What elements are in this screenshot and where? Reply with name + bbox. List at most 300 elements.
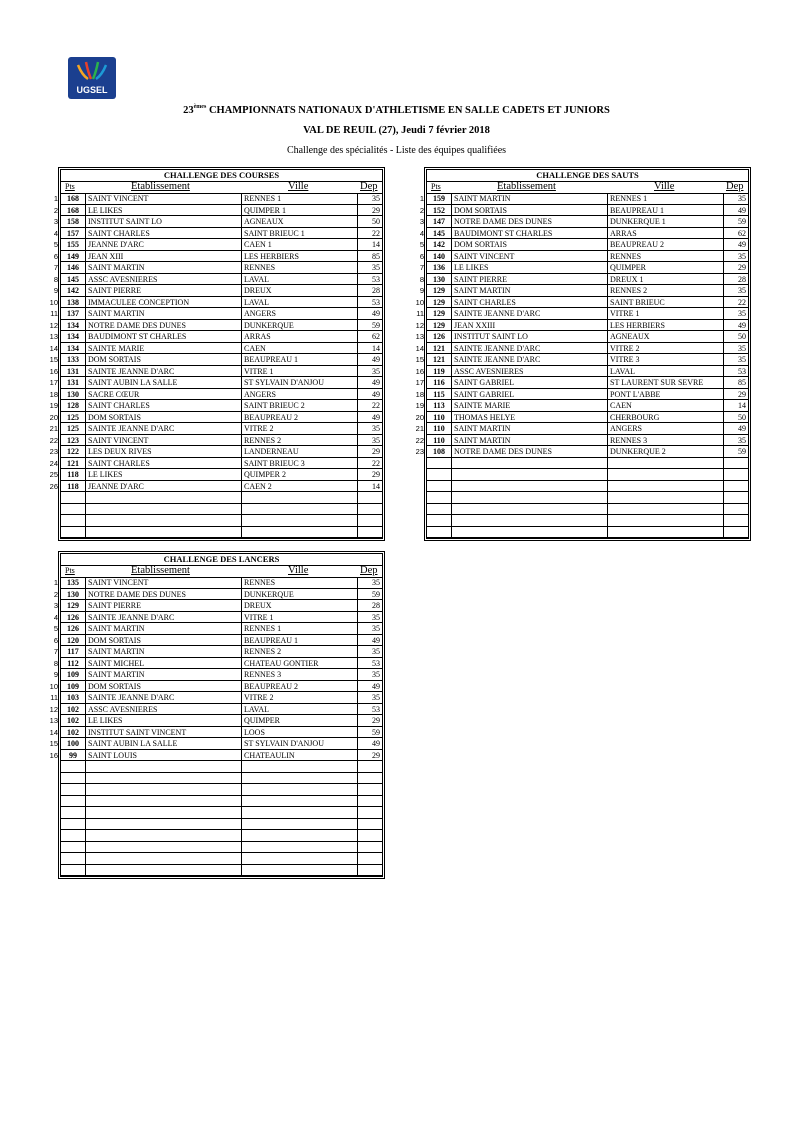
cell-etablissement: NOTRE DAME DES DUNES xyxy=(452,446,608,458)
rank-number: 2 xyxy=(53,589,58,599)
cell-etablissement: SAINT GABRIEL xyxy=(452,377,608,389)
cell-pts: 134 xyxy=(61,320,86,332)
table-row xyxy=(61,600,382,612)
cell-etablissement: SAINT MARTIN xyxy=(452,285,608,297)
table-row xyxy=(61,481,382,493)
rank-number: 24 xyxy=(49,458,58,468)
cell-pts xyxy=(61,796,86,808)
cell-ville: BEAUPREAU 1 xyxy=(242,635,358,647)
table-row xyxy=(61,458,382,470)
cell-ville xyxy=(608,481,724,493)
table-row xyxy=(61,216,382,228)
cell-dep: 22 xyxy=(724,297,748,309)
cell-etablissement: JEAN XIII xyxy=(86,251,242,263)
cell-ville: SAINT BRIEUC 1 xyxy=(242,228,358,240)
cell-pts: 157 xyxy=(61,228,86,240)
cell-dep: 28 xyxy=(358,285,382,297)
cell-dep xyxy=(358,492,382,504)
cell-pts: 117 xyxy=(61,646,86,658)
cell-dep: 14 xyxy=(724,400,748,412)
cell-ville: AGNEAUX xyxy=(608,331,724,343)
rank-number: 6 xyxy=(53,635,58,645)
table-row xyxy=(61,435,382,447)
empty-row xyxy=(61,761,382,773)
cell-dep xyxy=(358,773,382,785)
table-row xyxy=(61,646,382,658)
rank-number: 13 xyxy=(415,332,424,341)
cell-dep: 53 xyxy=(358,704,382,716)
table-row xyxy=(61,274,382,286)
cell-dep: 53 xyxy=(358,658,382,670)
rank-number: 4 xyxy=(53,228,58,238)
table-row xyxy=(61,343,382,355)
cell-dep: 22 xyxy=(358,400,382,412)
cell-pts: 116 xyxy=(427,377,452,389)
cell-dep: 59 xyxy=(358,727,382,739)
table-row xyxy=(427,400,748,412)
cell-dep: 22 xyxy=(358,228,382,240)
cell-pts xyxy=(427,469,452,481)
cell-etablissement: SAINT MARTIN xyxy=(86,646,242,658)
table-row xyxy=(61,658,382,670)
cell-ville: RENNES 1 xyxy=(608,193,724,205)
rank-number: 19 xyxy=(49,401,58,410)
empty-row xyxy=(61,807,382,819)
cell-ville: AGNEAUX xyxy=(242,216,358,228)
rank-number: 2 xyxy=(53,205,58,215)
cell-pts: 146 xyxy=(61,262,86,274)
cell-etablissement: SAINTE MARIE xyxy=(452,400,608,412)
table-row xyxy=(61,228,382,240)
cell-etablissement: INSTITUT SAINT LO xyxy=(452,331,608,343)
cell-pts: 138 xyxy=(61,297,86,309)
cell-etablissement: SAINT VINCENT xyxy=(452,251,608,263)
cell-etablissement: DOM SORTAIS xyxy=(86,412,242,424)
empty-row xyxy=(61,504,382,516)
table-frame xyxy=(426,169,749,539)
table-row xyxy=(61,692,382,704)
cell-etablissement: SAINT PIERRE xyxy=(452,274,608,286)
cell-pts: 158 xyxy=(61,216,86,228)
cell-dep: 49 xyxy=(724,320,748,332)
cell-pts: 168 xyxy=(61,193,86,205)
empty-row xyxy=(427,458,748,470)
cell-ville: LAVAL xyxy=(242,274,358,286)
cell-dep: 62 xyxy=(358,331,382,343)
cell-dep: 35 xyxy=(724,193,748,205)
cell-etablissement xyxy=(86,865,242,877)
cell-etablissement xyxy=(86,492,242,504)
empty-row xyxy=(61,515,382,527)
cell-etablissement: SAINT VINCENT xyxy=(86,435,242,447)
table-row xyxy=(427,228,748,240)
cell-ville: RENNES 2 xyxy=(608,285,724,297)
cell-dep: 49 xyxy=(724,239,748,251)
cell-pts: 110 xyxy=(427,412,452,424)
rank-number: 10 xyxy=(415,297,424,307)
cell-ville: QUIMPER 1 xyxy=(242,205,358,217)
cell-etablissement: SAINT MARTIN xyxy=(452,435,608,447)
cell-ville xyxy=(242,865,358,877)
cell-etablissement: SAINTE JEANNE D'ARC xyxy=(86,692,242,704)
cell-dep: 85 xyxy=(724,377,748,389)
cell-ville xyxy=(242,784,358,796)
table-frame xyxy=(60,169,383,539)
cell-dep xyxy=(724,458,748,470)
cell-pts: 126 xyxy=(61,623,86,635)
column-header-ville: Ville xyxy=(288,565,309,576)
cell-pts xyxy=(427,458,452,470)
column-header-ville: Ville xyxy=(654,181,675,192)
table-row xyxy=(61,262,382,274)
cell-ville: RENNES 1 xyxy=(242,623,358,635)
cell-etablissement: SAINT MARTIN xyxy=(452,423,608,435)
cell-dep: 35 xyxy=(724,354,748,366)
cell-ville: QUIMPER xyxy=(608,262,724,274)
table-row xyxy=(427,308,748,320)
rank-number: 11 xyxy=(416,309,424,318)
cell-dep: 28 xyxy=(724,274,748,286)
cell-ville: LOOS xyxy=(242,727,358,739)
table-row xyxy=(61,469,382,481)
cell-ville xyxy=(242,492,358,504)
cell-dep xyxy=(724,481,748,493)
column-header-etablissement: Etablissement xyxy=(131,565,190,576)
rank-number: 13 xyxy=(49,332,58,341)
cell-ville: SAINT BRIEUC xyxy=(608,297,724,309)
cell-pts: 131 xyxy=(61,366,86,378)
cell-etablissement: DOM SORTAIS xyxy=(86,354,242,366)
cell-ville xyxy=(242,504,358,516)
cell-dep: 85 xyxy=(358,251,382,263)
cell-ville: ST LAURENT SUR SEVRE xyxy=(608,377,724,389)
cell-etablissement xyxy=(452,469,608,481)
cell-ville: LES HERBIERS xyxy=(608,320,724,332)
cell-pts: 147 xyxy=(427,216,452,228)
empty-row xyxy=(427,481,748,493)
cell-dep xyxy=(358,784,382,796)
rank-number: 7 xyxy=(53,263,58,272)
cell-dep: 35 xyxy=(358,193,382,205)
table-row xyxy=(427,389,748,401)
table-row xyxy=(61,251,382,263)
cell-dep: 59 xyxy=(358,589,382,601)
cell-pts: 137 xyxy=(61,308,86,320)
cell-ville: DREUX xyxy=(242,600,358,612)
cell-ville: PONT L'ABBE xyxy=(608,389,724,401)
cell-pts xyxy=(427,504,452,516)
cell-pts: 102 xyxy=(61,715,86,727)
column-header-etablissement: Etablissement xyxy=(497,181,556,192)
rank-number: 8 xyxy=(53,274,58,284)
cell-ville: ARRAS xyxy=(608,228,724,240)
rank-number: 13 xyxy=(49,716,58,725)
table-row xyxy=(61,612,382,624)
column-header-etablissement: Etablissement xyxy=(131,181,190,192)
rank-number: 26 xyxy=(49,481,58,491)
rank-number: 12 xyxy=(49,704,58,714)
table-frame xyxy=(60,553,383,877)
cell-etablissement: LE LIKES xyxy=(86,205,242,217)
cell-pts xyxy=(61,830,86,842)
cell-dep: 50 xyxy=(724,331,748,343)
table-row xyxy=(427,343,748,355)
edition-suffix: èmes xyxy=(193,104,207,110)
rank-number: 1 xyxy=(53,194,58,203)
cell-etablissement xyxy=(86,761,242,773)
table-row xyxy=(61,377,382,389)
cell-pts: 131 xyxy=(61,377,86,389)
cell-etablissement xyxy=(452,504,608,516)
cell-etablissement: SAINT PIERRE xyxy=(86,285,242,297)
cell-etablissement: SAINT MARTIN xyxy=(86,308,242,320)
rank-number: 11 xyxy=(50,693,58,702)
empty-row xyxy=(61,773,382,785)
cell-pts: 126 xyxy=(427,331,452,343)
cell-etablissement: ASSC AVESNIERES xyxy=(86,274,242,286)
rank-number: 9 xyxy=(419,286,424,295)
cell-etablissement: JEANNE D'ARC xyxy=(86,239,242,251)
cell-dep: 50 xyxy=(358,216,382,228)
cell-dep xyxy=(358,527,382,539)
table-row xyxy=(61,308,382,320)
cell-etablissement: LES DEUX RIVES xyxy=(86,446,242,458)
cell-ville: BEAUPREAU 1 xyxy=(608,205,724,217)
cell-etablissement: SAINT VINCENT xyxy=(86,577,242,589)
table-title: CHALLENGE DES SAUTS xyxy=(427,170,748,182)
cell-dep xyxy=(358,807,382,819)
cell-dep xyxy=(358,830,382,842)
cell-etablissement xyxy=(452,458,608,470)
cell-ville: DUNKERQUE xyxy=(242,320,358,332)
cell-dep xyxy=(724,492,748,504)
cell-ville: CAEN xyxy=(242,343,358,355)
cell-ville: BEAUPREAU 1 xyxy=(242,354,358,366)
cell-pts: 125 xyxy=(61,423,86,435)
cell-pts: 126 xyxy=(61,612,86,624)
cell-dep: 29 xyxy=(358,715,382,727)
cell-etablissement: SAINT CHARLES xyxy=(86,400,242,412)
rank-number: 20 xyxy=(49,412,58,422)
table-row xyxy=(427,262,748,274)
cell-dep xyxy=(358,796,382,808)
table-row xyxy=(427,446,748,458)
cell-ville: VITRE 2 xyxy=(242,423,358,435)
cell-ville xyxy=(242,819,358,831)
cell-ville xyxy=(608,527,724,539)
cell-dep: 35 xyxy=(358,577,382,589)
cell-ville: SAINT BRIEUC 3 xyxy=(242,458,358,470)
cell-dep: 49 xyxy=(724,205,748,217)
svg-text:UGSEL: UGSEL xyxy=(76,85,108,95)
cell-dep: 29 xyxy=(358,750,382,762)
cell-etablissement: SAINTE JEANNE D'ARC xyxy=(86,366,242,378)
cell-pts xyxy=(427,515,452,527)
rank-number: 1 xyxy=(53,578,58,587)
cell-pts: 102 xyxy=(61,727,86,739)
cell-ville: DREUX xyxy=(242,285,358,297)
cell-ville: ARRAS xyxy=(242,331,358,343)
cell-ville: CHATEAU GONTIER xyxy=(242,658,358,670)
cell-ville xyxy=(242,853,358,865)
rank-number: 10 xyxy=(49,297,58,307)
cell-etablissement: SAINT MICHEL xyxy=(86,658,242,670)
cell-pts xyxy=(61,515,86,527)
cell-etablissement xyxy=(86,853,242,865)
cell-etablissement xyxy=(86,842,242,854)
cell-ville: LAVAL xyxy=(242,704,358,716)
table-row xyxy=(61,727,382,739)
empty-row xyxy=(427,527,748,539)
cell-dep: 50 xyxy=(724,412,748,424)
rank-number: 4 xyxy=(419,228,424,238)
cell-dep: 29 xyxy=(724,389,748,401)
rank-number: 4 xyxy=(53,612,58,622)
table-row xyxy=(61,750,382,762)
cell-dep: 35 xyxy=(724,343,748,355)
table-row xyxy=(61,704,382,716)
cell-pts xyxy=(61,761,86,773)
cell-dep xyxy=(358,842,382,854)
cell-pts: 118 xyxy=(61,469,86,481)
cell-ville: CHATEAULIN xyxy=(242,750,358,762)
cell-ville: RENNES 3 xyxy=(608,435,724,447)
empty-row xyxy=(61,865,382,877)
empty-row xyxy=(427,469,748,481)
rank-number: 18 xyxy=(415,389,424,399)
cell-dep: 49 xyxy=(358,681,382,693)
cell-pts: 102 xyxy=(61,704,86,716)
table-row xyxy=(427,331,748,343)
cell-ville: BEAUPREAU 2 xyxy=(242,412,358,424)
ugsel-logo xyxy=(68,57,116,99)
table-row xyxy=(61,738,382,750)
cell-dep: 35 xyxy=(358,692,382,704)
subtitle: Challenge des spécialités - Liste des équipes qualifiées xyxy=(286,145,507,156)
cell-dep: 49 xyxy=(358,635,382,647)
cell-etablissement: SAINT AUBIN LA SALLE xyxy=(86,377,242,389)
cell-pts: 155 xyxy=(61,239,86,251)
cell-pts: 145 xyxy=(427,228,452,240)
cell-etablissement: IMMACULEE CONCEPTION xyxy=(86,297,242,309)
cell-pts: 120 xyxy=(61,635,86,647)
cell-etablissement: SAINTE JEANNE D'ARC xyxy=(452,354,608,366)
empty-row xyxy=(61,796,382,808)
cell-pts: 108 xyxy=(427,446,452,458)
cell-etablissement: LE LIKES xyxy=(86,715,242,727)
cell-etablissement: BAUDIMONT ST CHARLES xyxy=(452,228,608,240)
cell-dep: 35 xyxy=(358,423,382,435)
cell-dep xyxy=(724,504,748,516)
cell-etablissement: SAINT LOUIS xyxy=(86,750,242,762)
cell-etablissement: INSTITUT SAINT VINCENT xyxy=(86,727,242,739)
cell-etablissement: DOM SORTAIS xyxy=(452,205,608,217)
cell-dep xyxy=(358,504,382,516)
cell-ville xyxy=(242,773,358,785)
cell-dep: 59 xyxy=(724,216,748,228)
cell-ville: CAEN 1 xyxy=(242,239,358,251)
table-row xyxy=(427,285,748,297)
rank-number: 17 xyxy=(415,378,424,387)
cell-pts: 119 xyxy=(427,366,452,378)
cell-pts: 113 xyxy=(427,400,452,412)
cell-dep xyxy=(358,865,382,877)
cell-pts: 109 xyxy=(61,681,86,693)
cell-pts xyxy=(427,527,452,539)
cell-dep: 49 xyxy=(358,389,382,401)
cell-ville: RENNES 2 xyxy=(242,646,358,658)
cell-etablissement: NOTRE DAME DES DUNES xyxy=(86,589,242,601)
table-row xyxy=(427,354,748,366)
cell-ville: RENNES 3 xyxy=(242,669,358,681)
table-row xyxy=(427,274,748,286)
cell-pts: 99 xyxy=(61,750,86,762)
cell-pts: 128 xyxy=(61,400,86,412)
cell-ville xyxy=(608,458,724,470)
cell-pts xyxy=(61,853,86,865)
cell-etablissement xyxy=(452,515,608,527)
cell-dep: 35 xyxy=(358,669,382,681)
cell-ville: ST SYLVAIN D'ANJOU xyxy=(242,738,358,750)
cell-pts: 159 xyxy=(427,193,452,205)
cell-dep: 49 xyxy=(724,423,748,435)
table-row xyxy=(427,216,748,228)
table-row xyxy=(61,366,382,378)
cell-etablissement: ASSC AVESNIERES xyxy=(86,704,242,716)
cell-etablissement: INSTITUT SAINT LO xyxy=(86,216,242,228)
cell-pts: 121 xyxy=(427,343,452,355)
rank-number: 16 xyxy=(49,366,58,376)
rank-number: 6 xyxy=(419,251,424,261)
rank-number: 11 xyxy=(50,309,58,318)
rank-number: 14 xyxy=(49,343,58,353)
table-row xyxy=(61,589,382,601)
cell-pts: 112 xyxy=(61,658,86,670)
cell-etablissement xyxy=(86,515,242,527)
cell-dep xyxy=(358,819,382,831)
cell-pts xyxy=(61,865,86,877)
cell-dep xyxy=(358,515,382,527)
cell-ville xyxy=(242,515,358,527)
cell-ville: VITRE 1 xyxy=(608,308,724,320)
cell-pts: 121 xyxy=(427,354,452,366)
cell-etablissement: SAINT MARTIN xyxy=(452,193,608,205)
table-row xyxy=(61,285,382,297)
table-row xyxy=(61,297,382,309)
rank-number: 22 xyxy=(49,435,58,445)
cell-dep: 14 xyxy=(358,239,382,251)
cell-ville: DUNKERQUE 1 xyxy=(608,216,724,228)
place-date: VAL DE REUIL (27), Jeudi 7 février 2018 xyxy=(303,125,490,136)
table-row xyxy=(61,239,382,251)
rank-number: 7 xyxy=(419,263,424,272)
cell-dep: 35 xyxy=(358,623,382,635)
cell-ville: LAVAL xyxy=(242,297,358,309)
cell-ville: LANDERNEAU xyxy=(242,446,358,458)
column-header-dep: Dep xyxy=(726,181,744,192)
cell-pts: 149 xyxy=(61,251,86,263)
table-row xyxy=(427,205,748,217)
rank-number: 8 xyxy=(53,658,58,668)
cell-pts: 142 xyxy=(427,239,452,251)
rank-number: 15 xyxy=(49,739,58,748)
edition-number: 23 xyxy=(183,105,194,116)
cell-pts xyxy=(61,492,86,504)
cell-pts xyxy=(61,773,86,785)
cell-ville: CAEN xyxy=(608,400,724,412)
cell-dep: 35 xyxy=(724,251,748,263)
rank-number: 6 xyxy=(53,251,58,261)
